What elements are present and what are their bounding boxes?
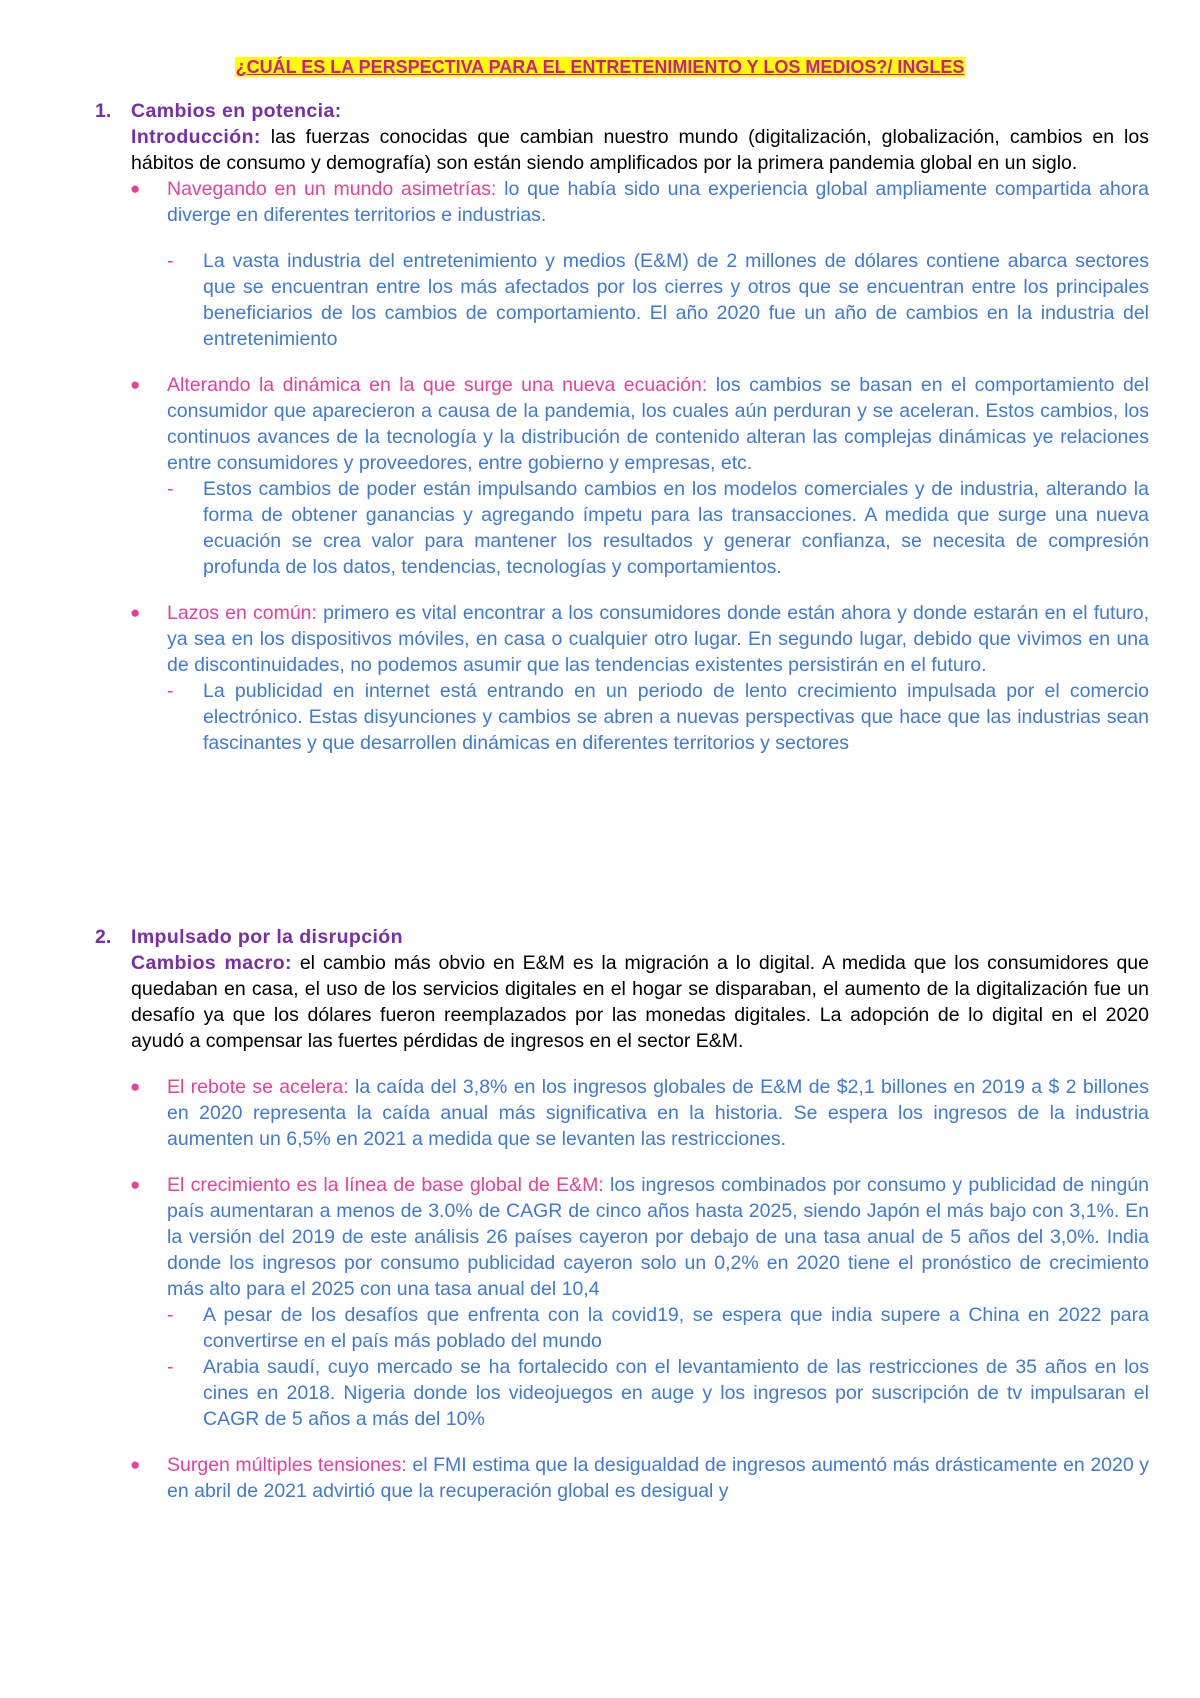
- dash-item: [167, 1354, 1149, 1432]
- bullet-text: lo que había sido una experiencia global ampliamente compartida ahora diverge en diferentes territorios e industrias.: [167, 178, 1149, 226]
- intro-text: las fuerzas conocidas que cambian nuestro mundo (digitalización, globalización, cambios en los hábitos de consumo y demografía) son están siendo amplificados por la primera pandemia global en un siglo.: [131, 126, 1149, 174]
- bullet-text: el FMI estima que la desigualdad de ingresos aumentó más drásticamente en 2020 y en abril de 2021 advirtió que la recuperación global es desigual y: [167, 1454, 1149, 1502]
- bullet-dot-icon: ●: [130, 1077, 141, 1096]
- title-text: ¿CUÁL ES LA PERSPECTIVA PARA EL ENTRETENIMIENTO Y LOS MEDIOS?/ INGLES: [235, 57, 965, 77]
- bullet-text: los ingresos combinados por consumo y publicidad de ningún país aumentaran a menos de 3.0% de CAGR de cinco años hasta 2025, siendo Japón el más bajo con 3,1%. En la versión del 2019 de este análisis 26 países cayeron por debajo de una tasa anual de 5 años del 3,0%. India donde los ingresos por consumo publicidad cayeron solo un 0,2% en 2020 tiene el pronóstico de crecimiento más alto para el 2025 con una tasa anual del 10,4: [167, 1174, 1149, 1300]
- dash-marker-icon: -: [167, 478, 174, 500]
- bullet-text: primero es vital encontrar a los consumidores donde están ahora y donde estarán en el futuro, ya sea en los dispositivos móviles, en casa o cualquier otro lugar. En segundo lugar, debido que vivimos en una de discontinuidades, no podemos asumir que las tendencias existentes persistirán en el futuro.: [167, 602, 1150, 676]
- bullet-item: [130, 600, 1150, 678]
- section-1: [95, 98, 1149, 756]
- bullet-label: El crecimiento es la línea de base global de E&M:: [167, 1174, 604, 1196]
- bullet-item: [130, 1452, 1149, 1504]
- intro-text: el cambio más obvio en E&M es la migración a lo digital. A medida que los consumidores que quedaban en casa, el uso de los servicios digitales en el hogar se disparaban, el aumento de la digitalización fue un desafío ya que los dólares fueron reemplazados por las monedas digitales. La adopción de lo digital en el 2020 ayudó a compensar las fuertes pérdidas de ingresos en el sector E&M.: [131, 952, 1149, 1052]
- bullet-dot-icon: ●: [130, 179, 141, 198]
- dash-marker-icon: -: [167, 1356, 174, 1378]
- bullet-dot-icon: ●: [130, 375, 141, 394]
- section-number: 2.: [95, 926, 112, 948]
- intro-label: Cambios macro:: [131, 952, 292, 974]
- dash-text: Estos cambios de poder están impulsando cambios en los modelos comerciales y de industria, alterando la forma de obtener ganancias y agregando ímpetu para las transacciones. A medida que surge una nueva ecuación se crea valor para mantener los resultados y generar confianza, se necesita de compresión profunda de los datos, tendencias, tecnologías y comportamientos.: [203, 478, 1149, 578]
- section-number: 1.: [95, 100, 112, 122]
- bullet-text: la caída del 3,8% en los ingresos globales de E&M de $2,1 billones en 2019 a $ 2 billones en 2020 representa la caída anual más significativa en la historia. Se espera los ingresos de la industria aumenten un 6,5% en 2021 a medida que se levanten las restricciones.: [167, 1076, 1149, 1150]
- bullet-label: Surgen múltiples tensiones:: [167, 1454, 407, 1476]
- section-heading: Impulsado por la disrupción: [131, 926, 403, 948]
- dash-marker-icon: -: [167, 680, 174, 702]
- intro-label: Introducción:: [131, 126, 261, 148]
- section-intro: [131, 124, 1149, 176]
- dash-item: [167, 1302, 1149, 1354]
- dash-text: A pesar de los desafíos que enfrenta con la covid19, se espera que india supere a China en 2022 para convertirse en el país más poblado del mundo: [203, 1304, 1149, 1352]
- dash-marker-icon: -: [167, 250, 174, 272]
- bullet-item: [130, 1172, 1149, 1302]
- bullet-item: [130, 1074, 1149, 1152]
- dash-marker-icon: -: [167, 1304, 174, 1326]
- bullet-label: El rebote se acelera:: [167, 1076, 349, 1098]
- bullet-text: los cambios se basan en el comportamiento del consumidor que aparecieron a causa de la pandemia, los cuales aún perduran y se aceleran. Estos cambios, los continuos avances de la tecnología y la distribución de contenido alteran las complejas dinámicas ye relaciones entre consumidores y proveedores, entre gobierno y empresas, etc.: [167, 374, 1149, 474]
- dash-item: [167, 476, 1149, 580]
- bullet-label: Alterando la dinámica en la que surge una nueva ecuación:: [167, 374, 708, 396]
- section-2: [95, 924, 1149, 1504]
- bullet-dot-icon: ●: [130, 603, 141, 622]
- section-heading: Cambios en potencia:: [131, 100, 342, 122]
- bullet-label: Lazos en común:: [167, 602, 317, 624]
- dash-text: La publicidad en internet está entrando en un periodo de lento crecimiento impulsada por el comercio electrónico. Estas disyunciones y cambios se abren a nuevas perspectivas que hace que las industrias sean fascinantes y que desarrollen dinámicas en diferentes territorios y sectores: [203, 680, 1149, 754]
- dash-text: Arabia saudí, cuyo mercado se ha fortalecido con el levantamiento de las restricciones de 35 años en los cines en 2018. Nigeria donde los videojuegos en auge y los ingresos por suscripción de tv impulsaran el CAGR de 5 años a más del 10%: [203, 1356, 1149, 1430]
- bullet-label: Navegando en un mundo asimetrías:: [167, 178, 497, 200]
- bullet-item: [130, 372, 1149, 476]
- bullet-dot-icon: ●: [130, 1175, 141, 1194]
- document-title: [0, 56, 1200, 78]
- bullet-item: [130, 176, 1149, 228]
- dash-item: [167, 248, 1149, 352]
- bullet-dot-icon: ●: [130, 1455, 141, 1474]
- dash-item: [167, 678, 1149, 756]
- dash-text: La vasta industria del entretenimiento y medios (E&M) de 2 millones de dólares contiene abarca sectores que se encuentran entre los más afectados por los cierres y otros que se encuentran entre los principales beneficiarios de los cambios de comportamiento. El año 2020 fue un año de cambios en la industria del entretenimiento: [203, 250, 1149, 350]
- section-intro: [131, 950, 1149, 1054]
